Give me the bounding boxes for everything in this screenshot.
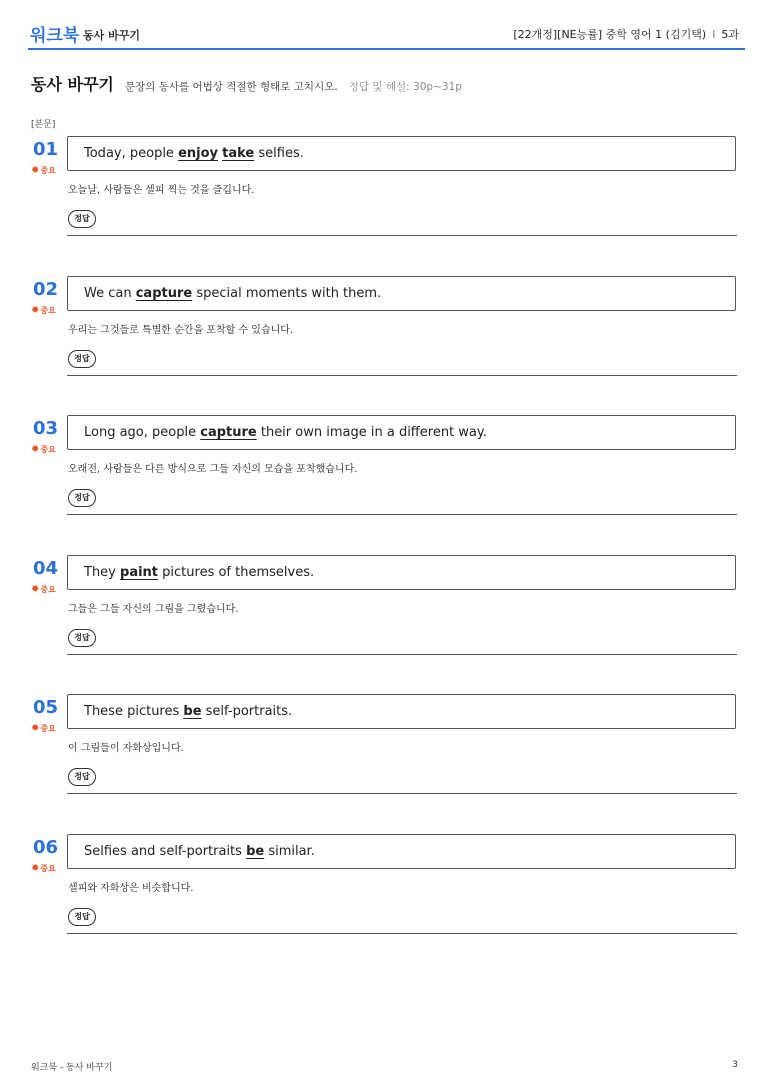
translation-text: 오래전, 사람들은 다른 방식으로 그들 자신의 모습을 포착했습니다. [68,464,358,475]
answer-button[interactable]: 정답 [68,350,96,368]
sentence-text [84,286,381,301]
question-number: 06 [33,837,59,858]
question-item [0,555,768,665]
burst-icon: ✹ [31,444,40,455]
sentence-text [84,425,487,440]
important-label: 중요 [40,166,56,175]
sentence-box [67,415,736,450]
target-verb: enjoy [178,146,218,161]
question-item [0,276,768,386]
question-number: 05 [33,697,59,718]
answer-reference: 정답 및 해설: 30p~31p [348,81,462,93]
sentence-box [67,694,736,729]
answer-button[interactable]: 정답 [68,908,96,926]
question-item [0,694,768,804]
question-number: 04 [33,558,59,579]
sentence-fragment: They [84,565,121,580]
answer-line[interactable] [67,793,737,794]
sentence-fragment: We can [84,286,136,301]
course-info [513,26,739,42]
target-verb: be [246,844,265,859]
answer-line[interactable] [67,375,737,376]
target-verb: capture [135,286,193,301]
important-label: 중요 [40,306,56,315]
sentence-box [67,276,736,311]
sentence-text [84,844,315,859]
important-badge [31,723,56,734]
sentence-fragment: Long ago, people [84,425,201,440]
answer-button[interactable]: 정답 [68,210,96,228]
target-verb: take [222,146,255,161]
sentence-box [67,834,736,869]
translation-text: 이 그림들이 자화상입니다. [68,743,184,754]
translation-text: 그들은 그들 자신의 그림을 그렸습니다. [68,604,239,615]
answer-line[interactable] [67,235,737,236]
question-item [0,415,768,525]
burst-icon: ✹ [31,863,40,874]
question-number: 01 [33,139,59,160]
important-label: 중요 [40,724,56,733]
title-row [31,72,462,95]
sentence-fragment: pictures of themselves. [158,565,315,580]
sentence-fragment: These pictures [84,704,184,719]
sentence-fragment: selfies. [254,146,304,161]
burst-icon: ✹ [31,584,40,595]
section-label: [본문] [31,120,56,130]
sentence-text [84,146,304,161]
sentence-box [67,136,736,171]
sentence-fragment: similar. [264,844,315,859]
important-label: 중요 [40,585,56,594]
answer-button[interactable]: 정답 [68,768,96,786]
sentence-fragment: special moments with them. [192,286,382,301]
burst-icon: ✹ [31,723,40,734]
lesson-number: 5과 [721,28,739,41]
page-number: 3 [732,1060,738,1070]
brand-subtitle: 동사 바꾸기 [83,29,140,42]
answer-line[interactable] [67,933,737,934]
sentence-fragment: self-portraits. [201,704,293,719]
important-badge [31,305,56,316]
translation-text: 우리는 그것들로 특별한 순간을 포착할 수 있습니다. [68,325,294,336]
question-number: 03 [33,418,59,439]
sentence-fragment: their own image in a different way. [256,425,487,440]
page-header [28,20,745,50]
important-badge [31,584,56,595]
target-verb: be [183,704,202,719]
brand-title: 워크북 [30,26,80,46]
burst-icon: ✹ [31,165,40,176]
target-verb: paint [120,565,159,580]
header-separator: I [712,28,716,41]
important-label: 중요 [40,864,56,873]
footer-title: 워크북 - 동사 바꾸기 [31,1063,113,1073]
translation-text: 오늘날, 사람들은 셀피 찍는 것을 즐깁니다. [68,185,255,196]
answer-button[interactable]: 정답 [68,629,96,647]
sentence-fragment: Selfies and self-portraits [84,844,247,859]
sentence-box [67,555,736,590]
instruction-text: 문장의 동사를 어법상 적절한 형태로 고치시오. [124,81,338,93]
course-name: [22개정][NE능률] 중학 영어 1 (김기택) [513,28,707,41]
answer-line[interactable] [67,654,737,655]
sentence-text [84,704,292,719]
page-title: 동사 바꾸기 [31,75,114,94]
question-item [0,834,768,944]
important-badge [31,165,56,176]
answer-button[interactable]: 정답 [68,489,96,507]
sentence-text [84,565,314,580]
question-number: 02 [33,279,59,300]
important-badge [31,444,56,455]
burst-icon: ✹ [31,305,40,316]
target-verb: capture [200,425,257,440]
answer-line[interactable] [67,514,737,515]
sentence-fragment: Today, people [84,146,179,161]
important-badge [31,863,56,874]
translation-text: 셀피와 자화상은 비슷합니다. [68,883,194,894]
important-label: 중요 [40,445,56,454]
question-item [0,136,768,246]
